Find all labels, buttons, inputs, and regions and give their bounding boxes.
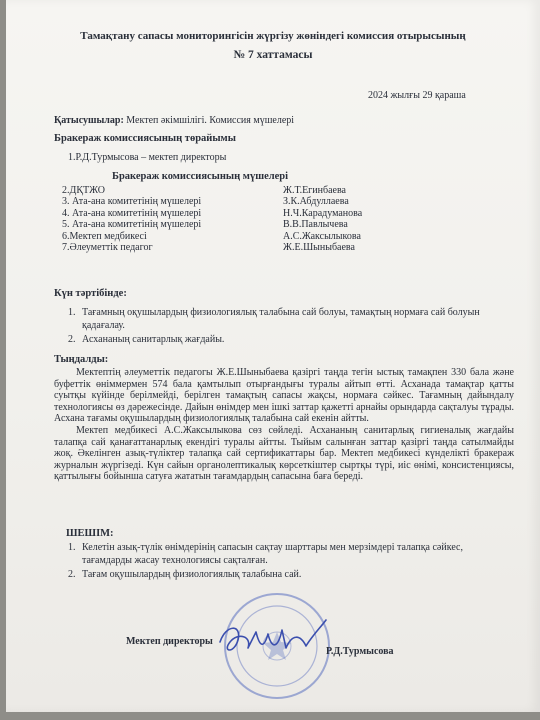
agenda-heading: Күн тәртібінде: [54,288,127,299]
member-role: 5. Ата-ана комитетінің мүшелері [62,219,202,231]
member-row [62,219,502,230]
decision-list [54,542,494,584]
director-name: Р.Д.Турмысова [326,646,394,657]
document-title: Тамақтану сапасы мониторингісін жүргізу жөніндегі комиссия отырысының [80,30,466,42]
item-number: 2. [68,569,76,581]
participants-value: Мектеп әкімшілігі. Комиссия мүшелері [123,115,295,126]
participants-label: Қатысушылар: [54,115,124,126]
member-role: 7.Әлеуметтік педагог [62,241,153,253]
member-role: 6.Мектеп медбикесі [62,230,147,242]
member-row [62,231,502,242]
protocol-number: № 7 хаттамасы [233,49,313,61]
member-name: А.С.Жаксылыкова [283,230,361,242]
director-role: Мектеп директоры [126,636,213,647]
list-item [54,307,514,332]
heard-text [54,367,514,483]
item-text: Тағам оқушылардың физиологиялық талабына сай. [82,569,302,581]
agenda-list [54,307,514,349]
member-name: Ж.Т.Егинбаева [283,185,346,196]
member-name: Ж.Е.Шыныбаева [283,241,355,253]
document-page [6,0,540,712]
item-number: 1. [68,542,76,553]
item-text: Асхананың санитарлық жағдайы. [82,334,225,346]
item-text: Тағамның оқушылардың физиологиялық талабына сай болуы, тамақтың нормаға сай болуын қадағалау. [82,307,480,331]
paragraph: Мектептің әлеуметтік педагогы Ж.Е.Шыныбаева қазіргі таңда тегін ыстық тамақпен 330 бала және буфеттік өніммермен 574 бала қамтылып отырғандығы туралы айтып өтті. Асханада тамақтар қатты суытқы күйінде берілмейді, берілген тамақтың сапасы жақсы, нормаға сәйкес. Тағамның дайындалу технологиясы өз дәрежесінде. Дайын өнімдер мен ішкі заттар қажетті арнайы орындарда сақталуы тұрады. Асхана тағамы оқушылардың физиологиялық талабына сай екенін айтты. [54,367,514,425]
member-row [62,242,502,253]
heard-heading: Тыңдалды: [54,354,109,365]
stamp-seal [225,594,329,698]
item-number: 2. [68,334,76,346]
member-role: 4. Ата-ана комитетінің мүшелері [62,207,202,219]
members-list [62,185,502,253]
protocol-date: 2024 жылғы 29 қараша [368,90,466,101]
member-name: З.К.Абдуллаева [283,196,349,208]
chair-line: 1.Р.Д.Турмысова – мектеп директоры [68,152,227,163]
member-role: 3. Ата-ана комитетінің мүшелері [62,196,202,208]
list-item [54,334,514,347]
paragraph: Мектеп медбикесі А.С.Жаксылыкова сөз сөйледі. Асхананың санитарлық гигиеналық жағдайы талапқа сай қанағаттанарлық екендігі туралы айтты. Тыйым салынған заттар қазіргі таңда сатылмайды жоқ. Әкелінген азық-түліктер талапқа сай сертификаттары бар. Мектеп медбикесі күнделікті бракераж журналын жүргізеді. Күн сайын органолептикалық көрсеткіштер сыртқы түрі, иіс өнімі, консистенциясы, қаттылығы бойынша сатуға жататын тағамдардың сапасына баға береді. [54,424,514,483]
members-heading: Бракераж комиссиясының мүшелері [112,171,289,182]
chair-heading: Бракераж комиссиясының төрайымы [54,133,236,144]
decision-heading: ШЕШІМ: [66,528,114,539]
member-role: 2.ДҚТЖО [62,185,106,196]
participants-line [54,115,294,126]
member-name: В.В.Павлычева [283,219,348,231]
item-text: Келетін азық-түлік өнімдерінің сапасын сақтау шарттары мен мерзімдері талапқа сәйкес, тағамдарды жасау технологиясы сақталған. [82,542,463,566]
list-item [54,569,494,582]
member-row [62,196,502,207]
list-item [54,542,494,567]
member-name: Н.Ч.Карадуманова [283,207,363,219]
member-row [62,208,502,219]
item-number: 1. [68,307,76,318]
member-row [62,185,502,196]
